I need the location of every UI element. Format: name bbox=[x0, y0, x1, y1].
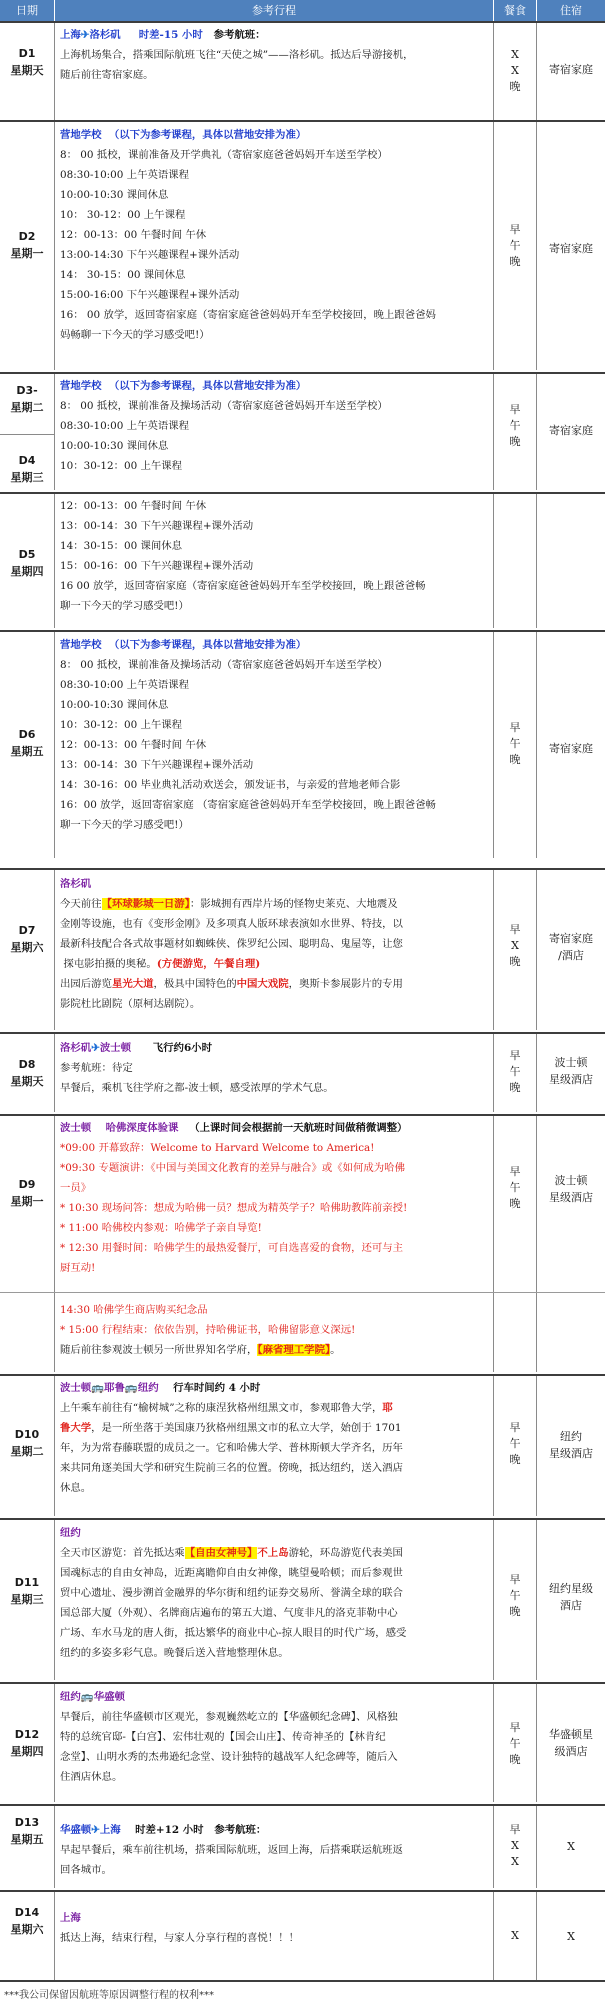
bus-icon: 🚌 bbox=[91, 1382, 105, 1394]
header-meal: 餐食 bbox=[494, 0, 536, 21]
meal-cell: 早 午 晚 bbox=[509, 223, 521, 268]
date-cell: D8 星期天 bbox=[10, 1058, 44, 1088]
day-row-d11 bbox=[0, 1518, 605, 1680]
day-row-d13 bbox=[0, 1804, 605, 1888]
day-content: 营地学校 （以下为参考课程，具体以营地安排为准） 8： 00 抵校，课前准备及操场活动（寄宿家庭爸爸妈妈开车送至学校） 08:30-10:00 上午英语课程 10:00-10:30 课间休息 10：30-12：00 上午课程 bbox=[60, 380, 388, 472]
lodging-cell: 寄宿家庭 bbox=[549, 242, 593, 255]
header-date: 日期 bbox=[0, 0, 54, 21]
lodging-cell: 纽约 星级酒店 bbox=[549, 1430, 593, 1460]
date-cell: D10 星期二 bbox=[10, 1428, 44, 1458]
day-row-d3-d4 bbox=[0, 372, 605, 490]
meal-cell: 早 午 晚 bbox=[509, 1721, 521, 1766]
lodging-cell: X bbox=[567, 1930, 575, 1943]
lodging-cell: 寄宿家庭 /酒店 bbox=[549, 932, 593, 962]
meal-cell: 早 午 晚 bbox=[509, 1573, 521, 1618]
date-cell: D12 星期四 bbox=[10, 1728, 44, 1758]
day-content: 营地学校 （以下为参考课程，具体以营地安排为准） 8： 00 抵校，课前准备及操场活动（寄宿家庭爸爸妈妈开车送至学校） 08:30-10:00 上午英语课程 10:00-10:30 课间休息 10：30-12：00 上午课程 12：00-13：00 午餐时间 午休 13：00-14：30 下午兴趣课程+课外活动 14：30-16：00 毕业典礼活动欢送会，颁发证书，与亲爱的营地老师合影 16：00 放学，返回寄宿家庭 （寄宿家庭爸爸妈妈开车至学校接回，晚上跟爸爸畅 聊一下今天的学习感受吧!） bbox=[60, 639, 436, 831]
day-content: 波士顿🚌耶鲁🚌纽约 行车时间约 4 小时 上午乘车前往有“榆树城”之称的康涅狄格州纽黑文市，参观耶鲁大学，耶 鲁大学，是一所坐落于美国康乃狄格州纽黑文市的私立大学，始创于 1701 年，为为常春藤联盟的成员之一。它和哈佛大学、普林斯顿大学齐名，历年 来共同角逐美国大学和研究生院前三名的位置。傍晚，抵达纽约，送入酒店 休息。 bbox=[60, 1382, 403, 1494]
day-content: 纽约🚌华盛顿 早餐后，前往华盛顿市区观光，参观巍然屹立的【华盛顿纪念碑】、风格独 特的总统官邸-【白宫】、宏伟壮观的【国会山庄】、传奇神圣的【林肯纪 念堂】、山明水秀的杰弗逊纪念堂、设计独特的越战军人纪念碑等，随后入 住酒店休息。 bbox=[60, 1691, 398, 1783]
day-row-d1 bbox=[0, 21, 605, 120]
plane-arrow-icon: ✈ bbox=[80, 29, 90, 41]
date-cell: D13 星期五 bbox=[10, 1816, 44, 1846]
date-cell: D9 星期一 bbox=[10, 1178, 44, 1208]
header-lodging: 住宿 bbox=[537, 0, 605, 21]
meal-cell: 早 午 晚 bbox=[509, 1049, 521, 1094]
day-row-d12 bbox=[0, 1682, 605, 1802]
bus-icon: 🚌 bbox=[80, 1691, 94, 1703]
lodging-cell: 华盛顿星 级酒店 bbox=[549, 1728, 593, 1758]
date-cell-d3: D3- 星期二 bbox=[10, 384, 44, 414]
lodging-cell: 寄宿家庭 bbox=[549, 742, 593, 755]
plane-arrow-icon: ✈ bbox=[91, 1824, 100, 1836]
day-content: 上海 抵达上海，结束行程，与家人分享行程的喜悦！！！ bbox=[60, 1912, 299, 1944]
day-content: 纽约 全天市区游览：首先抵达乘【自由女神号】不上岛游轮，环岛游览代表美国 国魂标志的自由女神岛，近距离瞻仰自由女神像，眺望曼哈顿；而后参观世 贸中心遗址、漫步溯首金融界的华尔街和纽约证券交易所、誉满全球的联合 国总部大厦（外观）、名牌商店遍布的第五大道、气度非凡的洛克菲勒中心 广场、车水马龙的唐人街，抵达繁华的商业中心-掠人眼目的时代广场，感受 纽约的多姿多彩气息。晚餐后送入营地整理休息。 bbox=[60, 1527, 407, 1659]
lodging-cell: 寄宿家庭 bbox=[549, 424, 593, 437]
lodging-cell: 寄宿家庭 bbox=[549, 63, 593, 76]
meal-cell: 早 午 晚 bbox=[509, 1421, 521, 1466]
meal-cell: 早 午 晚 bbox=[509, 403, 521, 448]
day-content: 华盛顿✈上海 时差+12 小时 参考航班： 早起早餐后，乘车前往机场，搭乘国际航班，返回上海，后搭乘联运航班返 回各城市。 bbox=[60, 1824, 403, 1876]
header-itinerary: 参考行程 bbox=[55, 0, 493, 21]
day-row-d6 bbox=[0, 630, 605, 858]
day-row-d7 bbox=[0, 868, 605, 1030]
date-cell: D1 星期天 bbox=[10, 47, 44, 77]
day-content: 波士顿 哈佛深度体验课 （上课时间会根据前一天航班时间做稍微调整） *09:00 开幕致辞：Welcome to Harvard Welcome to America! *09:30 专题演讲：《中国与美国文化教育的差异与融合》或《如何成为哈佛 一员》 * 10:30 现场问答：想成为哈佛一员？想成为精英学子？哈佛助教阵前亲授! * 11:00 哈佛校内参观：哈佛学子亲自导览! * 12:30 用餐时间：哈佛学生的最热爱餐厅，可自选喜爱的食物，还可与主 厨互动! bbox=[60, 1122, 408, 1274]
date-cell: D6 星期五 bbox=[10, 728, 44, 758]
meal-cell: 早 午 晚 bbox=[509, 721, 521, 766]
day-row-d5 bbox=[0, 492, 605, 628]
date-cell-d4: D4 星期三 bbox=[10, 454, 44, 484]
meal-cell: 早 X 晚 bbox=[509, 923, 521, 968]
lodging-cell: 波士顿 星级酒店 bbox=[549, 1056, 593, 1086]
date-cell: D2 星期一 bbox=[10, 230, 44, 260]
day-row-d9 bbox=[0, 1114, 605, 1372]
lodging-cell: X bbox=[567, 1840, 575, 1853]
day-row-d14 bbox=[0, 1890, 605, 1982]
date-cell: D14 星期六 bbox=[10, 1906, 44, 1936]
footer-note: ***我公司保留因航班等原因调整行程的权利*** bbox=[4, 1990, 214, 2001]
plane-arrow-icon: ✈ bbox=[91, 1042, 100, 1054]
day-content: 上海✈洛杉矶 时差-15 小时 参考航班： 上海机场集合，搭乘国际航班飞往“天使之城”——洛杉矶。抵达后导游接机， 随后前往寄宿家庭。 bbox=[60, 29, 414, 81]
day-content: 营地学校 （以下为参考课程，具体以营地安排为准） 8： 00 抵校，课前准备及开学典礼（寄宿家庭爸爸妈妈开车送至学校） 08:30-10:00 上午英语课程 10:00-10:30 课间休息 10： 30-12：00 上午课程 12：00-13：00 午餐时间 午休 13:00-14:30 下午兴趣课程+课外活动 14： 30-15：00 课间休息 15:00-16:00 下午兴趣课程+课外活动 16： 00 放学，返回寄宿家庭（寄宿家庭爸爸妈妈开车至学校接回，晚上跟爸爸妈 妈畅聊一下今天的学习感受吧!） bbox=[60, 129, 436, 341]
day-row-d2 bbox=[0, 120, 605, 370]
day-content: 12：00-13：00 午餐时间 午休 13：00-14：30 下午兴趣课程+课外活动 14：30-15：00 课间休息 15：00-16：00 下午兴趣课程+课外活动 16 00 放学，返回寄宿家庭（寄宿家庭爸爸妈妈开车至学校接回，晚上跟爸爸畅 聊一下今天的学习感受吧!） bbox=[60, 500, 426, 612]
meal-cell: 早 午 晚 bbox=[509, 1165, 521, 1210]
day-row-d10 bbox=[0, 1374, 605, 1516]
bus-icon: 🚌 bbox=[124, 1382, 138, 1394]
date-cell: D11 星期三 bbox=[10, 1576, 44, 1606]
date-cell: D7 星期六 bbox=[10, 924, 44, 954]
meal-cell: 早 X X bbox=[509, 1823, 521, 1868]
lodging-cell: 纽约星级 酒店 bbox=[549, 1582, 593, 1612]
meal-cell: X X 晚 bbox=[509, 48, 521, 93]
day-content: 洛杉矶 今天前往【环球影城一日游】：影城拥有西岸片场的怪物史莱克、大地震及 金刚等设施，也有《变形金刚》及多项真人版环球表演如水世界、特技，以 最新科技配合各式故事题材如蜘蛛侠、侏罗纪公园、聪明岛、鬼屋等，让您 探屯影拍摄的奥秘。(方便游览，午餐自理) 出园后游览星光大道，极具中国特色的中国大戏院，奥斯卡参展影片的专用 影院杜比剧院（原柯达剧院）。 bbox=[60, 878, 403, 1010]
date-cell: D5 星期四 bbox=[10, 548, 44, 578]
day-row-d8 bbox=[0, 1032, 605, 1112]
meal-cell: X bbox=[511, 1929, 519, 1942]
lodging-cell: 波士顿 星级酒店 bbox=[549, 1174, 593, 1204]
day-content: 洛杉矶✈波士顿 飞行约6小时 参考航班：待定 早餐后，乘机飞往学府之都-波士顿，感受浓厚的学术气息。 bbox=[60, 1042, 334, 1094]
day-content-afternoon: 14:30 哈佛学生商店购买纪念品 * 15:00 行程结束：依依告别，持哈佛证书，哈佛留影意义深远! 随后前往参观波士顿另一所世界知名学府，【麻省理工学院】。 bbox=[60, 1304, 356, 1356]
